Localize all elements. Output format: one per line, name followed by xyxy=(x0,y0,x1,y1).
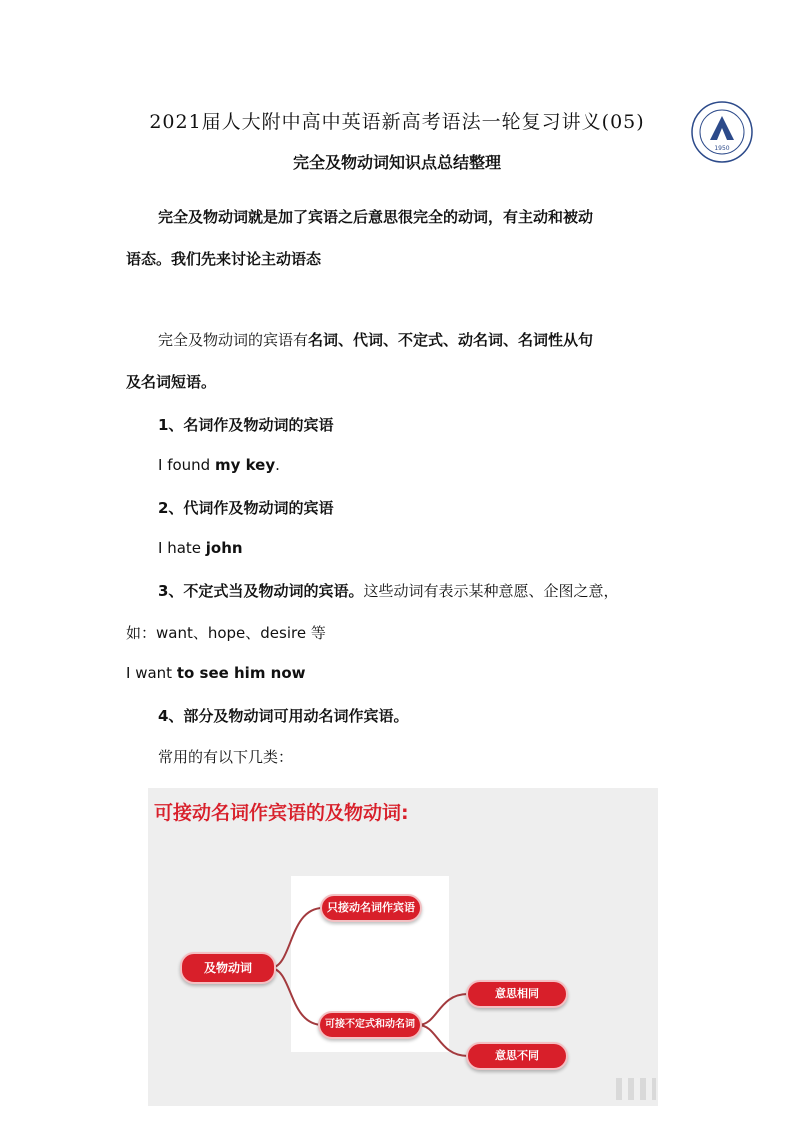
item-4-heading: 4、部分及物动词可用动名词作宾语。 xyxy=(158,707,409,725)
svg-text:1950: 1950 xyxy=(714,145,730,152)
intro-line-2: 语态。我们先来讨论主动语态 xyxy=(126,250,322,268)
example-3 xyxy=(126,664,306,682)
item-2-heading: 2、代词作及物动词的宾语 xyxy=(158,499,334,517)
example-2-bold: john xyxy=(205,539,243,557)
connector-root-branch2 xyxy=(270,968,323,1025)
objects-bold: 名词、代词、不定式、动名词、名词性从句 xyxy=(308,331,594,349)
example-1-bold: my key xyxy=(214,456,276,474)
item-1-heading: 1、名词作及物动词的宾语 xyxy=(158,416,334,434)
intro-line-1: 完全及物动词就是加了宾语之后意思很完全的动词，有主动和被动 xyxy=(158,208,594,226)
example-2 xyxy=(158,539,243,557)
node-branch-infinitive-and-gerund: 可接不定式和动名词 xyxy=(318,1011,422,1039)
intro-paragraph xyxy=(126,196,671,280)
example-3-bold: to see him now xyxy=(176,664,306,682)
mind-map-diagram xyxy=(148,788,658,1106)
example-3-plain: I want xyxy=(126,664,177,682)
node-leaf-different-meaning: 意思不同 xyxy=(466,1042,568,1070)
item-3-bold: 3、不定式当及物动词的宾语。 xyxy=(158,582,364,600)
diagram-connectors xyxy=(148,788,658,1106)
item-3-plain: 这些动词有表示某种意愿、企图之意， xyxy=(363,582,619,600)
connector-root-branch1 xyxy=(270,908,323,968)
example-1-plain: I found xyxy=(158,456,215,474)
diagram-title: 可接动名词作宾语的及物动词: xyxy=(154,802,409,824)
item-3-continuation: 如：want、hope、desire 等 xyxy=(126,624,326,642)
blurred-watermark xyxy=(616,1078,656,1100)
page-subtitle: 完全及物动词知识点总结整理 xyxy=(292,153,501,172)
item-3-heading xyxy=(158,580,618,601)
example-1-end: . xyxy=(275,456,280,474)
example-2-plain: I hate xyxy=(158,539,206,557)
objects-plain: 完全及物动词的宾语有 xyxy=(158,331,309,349)
node-branch-gerund-only: 只接动名词作宾语 xyxy=(320,894,422,922)
node-leaf-same-meaning: 意思相同 xyxy=(466,980,568,1008)
objects-line-1 xyxy=(126,319,671,361)
item-4-subtext: 常用的有以下几类： xyxy=(158,748,294,766)
objects-paragraph xyxy=(126,319,671,403)
node-root: 及物动词 xyxy=(180,952,276,984)
example-1 xyxy=(158,456,280,474)
connector-branch2-leaf1 xyxy=(418,994,468,1025)
page-title: 2021届人大附中高中英语新高考语法一轮复习讲义(05) xyxy=(149,111,645,133)
objects-line-2: 及名词短语。 xyxy=(126,373,217,391)
connector-branch2-leaf2 xyxy=(418,1025,468,1056)
